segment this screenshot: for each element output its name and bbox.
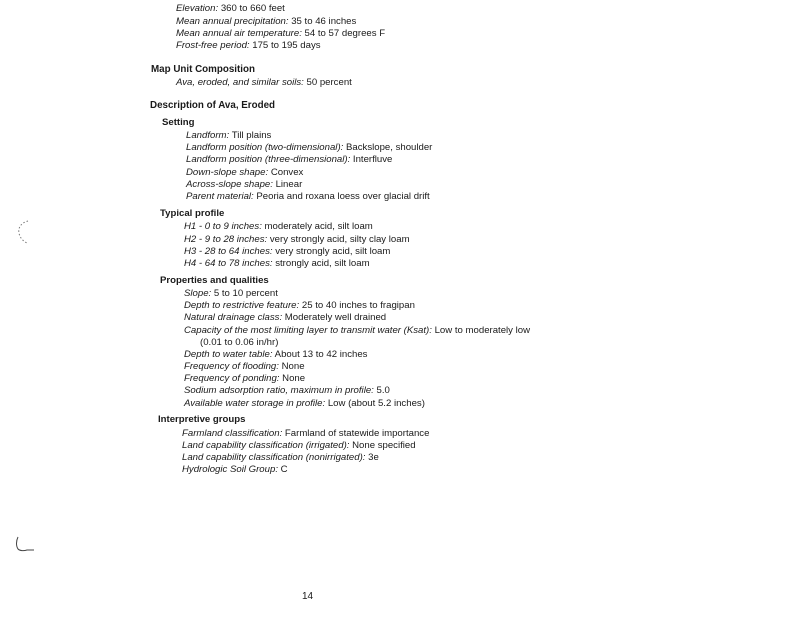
item-value: Peoria and roxana loess over glacial drift (256, 191, 430, 202)
item-value: C (280, 464, 288, 475)
property-item-continuation (200, 337, 278, 349)
interpretive-item (182, 440, 416, 452)
item-label: Depth to water table: (184, 349, 273, 360)
air-temperature-label: Mean annual air temperature: (176, 28, 302, 39)
item-value: Convex (270, 167, 304, 178)
interpretive-item (182, 452, 379, 464)
item-label: Depth to restrictive feature: (184, 300, 300, 311)
item-value: About 13 to 42 inches (274, 349, 368, 360)
item-value: very strongly acid, silt loam (275, 246, 391, 257)
property-item (184, 288, 278, 300)
item-label: Farmland classification: (182, 428, 283, 439)
item-value: 25 to 40 inches to fragipan (301, 300, 415, 311)
elevation-label: Elevation: (176, 3, 219, 14)
item-value: Backslope, shoulder (345, 142, 433, 153)
item-value: None (282, 373, 306, 384)
setting-item (186, 154, 392, 166)
item-value: (0.01 to 0.06 in/hr) (200, 337, 279, 348)
profile-item (184, 221, 373, 233)
setting-heading: Setting (162, 117, 195, 128)
item-value: Low to moderately low (434, 325, 531, 336)
item-label: Frequency of flooding: (184, 361, 279, 372)
item-value: Interfluve (352, 154, 393, 165)
elevation-line (176, 3, 285, 15)
setting-item (186, 179, 302, 191)
scan-hole-mark (14, 536, 36, 558)
hole-arc-icon (14, 536, 36, 554)
setting-item (186, 191, 430, 203)
precipitation-value: 35 to 46 inches (291, 16, 357, 27)
composition-label: Ava, eroded, and similar soils: (176, 77, 304, 88)
item-label: Available water storage in profile: (184, 398, 326, 409)
property-item (184, 385, 390, 397)
properties-heading: Properties and qualities (160, 275, 269, 286)
item-value: 5.0 (376, 385, 390, 396)
typical-profile-heading: Typical profile (160, 208, 225, 219)
item-label: Landform: (186, 130, 230, 141)
hole-arc-icon (16, 219, 30, 245)
interpretive-item (182, 428, 429, 440)
property-item (184, 373, 305, 385)
item-value: None (281, 361, 305, 372)
item-value: None specified (352, 440, 416, 451)
scan-hole-mark (16, 219, 30, 249)
air-temperature-line (176, 28, 385, 40)
property-item (184, 398, 425, 410)
profile-item (184, 258, 370, 270)
property-item (184, 325, 530, 337)
item-label: Down-slope shape: (186, 167, 269, 178)
item-value: Linear (275, 179, 303, 190)
item-label: Frequency of ponding: (184, 373, 280, 384)
setting-item (186, 142, 432, 154)
item-value: 3e (368, 452, 379, 463)
item-label: Natural drainage class: (184, 312, 283, 323)
interpretive-heading: Interpretive groups (158, 414, 246, 425)
frost-free-label: Frost-free period: (176, 40, 250, 51)
map-unit-heading: Map Unit Composition (151, 64, 255, 75)
item-label: Land capability classification (nonirrigated): (182, 452, 366, 463)
item-value: 5 to 10 percent (213, 288, 278, 299)
profile-item (184, 234, 410, 246)
item-label: H1 - 0 to 9 inches: (184, 221, 262, 232)
elevation-value: 360 to 660 feet (220, 3, 285, 14)
item-value: Moderately well drained (284, 312, 387, 323)
item-label: Capacity of the most limiting layer to transmit water (Ksat): (184, 325, 432, 336)
air-temperature-value: 54 to 57 degrees F (304, 28, 386, 39)
description-heading: Description of Ava, Eroded (150, 100, 276, 111)
composition-value: 50 percent (306, 77, 352, 88)
setting-item (186, 167, 303, 179)
item-label: Slope: (184, 288, 212, 299)
profile-item (184, 246, 390, 258)
property-item (184, 300, 415, 312)
frost-free-value: 175 to 195 days (252, 40, 321, 51)
item-value: moderately acid, silt loam (264, 221, 373, 232)
setting-item (186, 130, 271, 142)
item-value: Till plains (231, 130, 272, 141)
property-item (184, 349, 367, 361)
precipitation-line (176, 16, 356, 28)
item-label: Sodium adsorption ratio, maximum in profile: (184, 385, 374, 396)
item-label: Landform position (two-dimensional): (186, 142, 344, 153)
item-value: Farmland of statewide importance (284, 428, 430, 439)
item-label: H3 - 28 to 64 inches: (184, 246, 273, 257)
item-label: Hydrologic Soil Group: (182, 464, 278, 475)
item-value: strongly acid, silt loam (275, 258, 370, 269)
item-label: Landform position (three-dimensional): (186, 154, 351, 165)
item-value: Low (about 5.2 inches) (327, 398, 425, 409)
interpretive-item (182, 464, 288, 476)
frost-free-line (176, 40, 321, 52)
item-label: H2 - 9 to 28 inches: (184, 234, 268, 245)
item-label: Land capability classification (irrigated): (182, 440, 350, 451)
item-label: Parent material: (186, 191, 254, 202)
property-item (184, 312, 386, 324)
composition-line (176, 77, 352, 89)
precipitation-label: Mean annual precipitation: (176, 16, 289, 27)
item-label: Across-slope shape: (186, 179, 273, 190)
item-label: H4 - 64 to 78 inches: (184, 258, 273, 269)
property-item (184, 361, 305, 373)
item-value: very strongly acid, silty clay loam (269, 234, 410, 245)
page-number: 14 (302, 591, 314, 602)
